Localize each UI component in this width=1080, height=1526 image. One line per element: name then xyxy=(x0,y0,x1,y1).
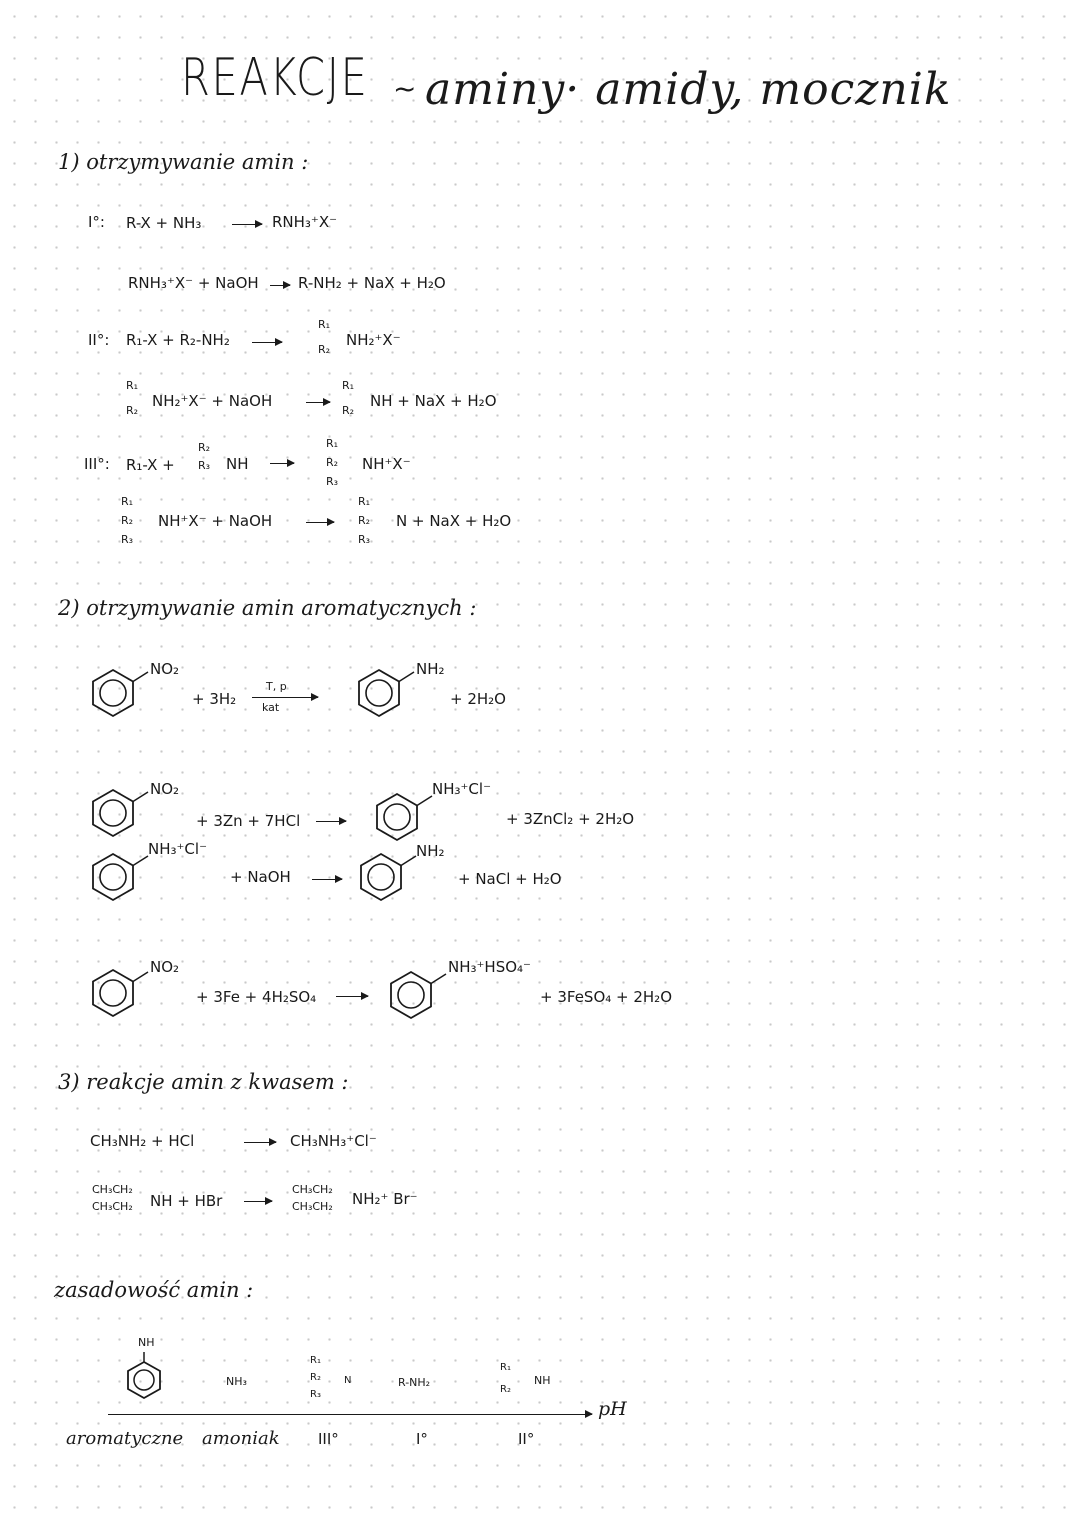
benzene-ring-icon xyxy=(354,668,404,718)
ethyl-bottom: CH₃CH₂ xyxy=(92,1200,133,1213)
eq-I-2-left: RNH₃⁺X⁻ + NaOH xyxy=(128,274,259,292)
label-secondary: II°: xyxy=(88,331,110,349)
benzene-ring-icon xyxy=(88,852,138,902)
substituent-r2: R₂ xyxy=(126,404,139,417)
heading-section-2: 2) otrzymywanie amin aromatycznych : xyxy=(58,596,477,620)
heading-section-4: zasadowość amin : xyxy=(54,1278,254,1302)
eq-II-1-left: R₁-X + R₂-NH₂ xyxy=(126,331,230,349)
substituent-r2: R₂ xyxy=(121,514,134,527)
eq-acid-2-right: NH₂⁺ Br⁻ xyxy=(352,1190,418,1208)
benzene-ring-icon xyxy=(386,970,436,1020)
substituent-no2: NO₂ xyxy=(150,660,180,678)
benzene-ring-icon xyxy=(124,1360,164,1400)
reaction-arrow xyxy=(270,285,290,286)
substituent-nh2: NH₂ xyxy=(416,660,445,678)
heading-section-3: 3) reakcje amin z kwasem : xyxy=(58,1070,349,1094)
benzene-ring-icon xyxy=(356,852,406,902)
substituent-r1: R₁ xyxy=(326,437,339,450)
reaction-arrow xyxy=(252,697,318,698)
substituent-r1: R₁ xyxy=(310,1355,321,1366)
condition-bottom: kat xyxy=(262,701,280,714)
condition-top: T, p xyxy=(266,680,287,693)
ethyl-top: CH₃CH₂ xyxy=(92,1183,133,1196)
eq-I-1-right: RNH₃⁺X⁻ xyxy=(272,213,338,231)
eq-III-1-nh: NH xyxy=(226,455,249,473)
eq-III-2-right: N + NaX + H₂O xyxy=(396,512,512,530)
label-tertiary: III°: xyxy=(84,455,110,473)
label-aromatic: aromatyczne xyxy=(66,1428,184,1449)
benzene-ring-icon xyxy=(88,968,138,1018)
reaction-arrow xyxy=(270,463,294,464)
substituent-nh3cl: NH₃⁺Cl⁻ xyxy=(432,780,491,798)
substituent-r3: R₃ xyxy=(121,533,134,546)
reaction-arrow xyxy=(232,224,262,225)
substituent-r2: R₂ xyxy=(198,441,211,454)
substituent-r1: R₁ xyxy=(126,379,139,392)
reaction-arrow xyxy=(306,402,330,403)
label-primary: I° xyxy=(416,1430,428,1448)
eq-III-1-left: R₁-X + xyxy=(126,456,175,474)
substituent-r1: R₁ xyxy=(318,318,331,331)
heading-section-1: 1) otrzymywanie amin : xyxy=(58,150,309,174)
title-caps: REAKCJE xyxy=(181,48,369,108)
substituent-r1: R₁ xyxy=(358,495,371,508)
substituent-r3: R₃ xyxy=(358,533,371,546)
eq-acid-1-left: CH₃NH₂ + HCl xyxy=(90,1132,195,1150)
reagent: + 3Fe + 4H₂SO₄ xyxy=(196,988,317,1006)
ethyl-top: CH₃CH₂ xyxy=(292,1183,333,1196)
eq-I-1-left: R-X + NH₃ xyxy=(126,214,202,232)
substituent-r2: R₂ xyxy=(342,404,355,417)
byproduct: + 3ZnCl₂ + 2H₂O xyxy=(506,810,635,828)
substituent-no2: NO₂ xyxy=(150,780,180,798)
eq-III-1-right: NH⁺X⁻ xyxy=(362,455,411,473)
reagent: + 3H₂ xyxy=(192,690,237,708)
reaction-arrow xyxy=(336,996,368,997)
substituent-no2: NO₂ xyxy=(150,958,180,976)
reaction-arrow xyxy=(306,522,334,523)
reaction-arrow xyxy=(312,879,342,880)
benzene-ring-icon xyxy=(88,668,138,718)
label-ammonia: amoniak xyxy=(202,1428,280,1449)
eq-II-1-right: NH₂⁺X⁻ xyxy=(346,331,401,349)
substituent-nh3hso4: NH₃⁺HSO₄⁻ xyxy=(448,958,531,976)
substituent-r2: R₂ xyxy=(358,514,371,527)
eq-III-2-left: NH⁺X⁻ + NaOH xyxy=(158,512,273,530)
eq-acid-1-right: CH₃NH₃⁺Cl⁻ xyxy=(290,1132,377,1150)
primary-amine-formula: R-NH₂ xyxy=(398,1376,431,1389)
reaction-arrow xyxy=(252,342,282,343)
title-tilde: ~ xyxy=(393,72,417,105)
label-tertiary: III° xyxy=(318,1430,339,1448)
reaction-arrow xyxy=(244,1142,276,1143)
substituent-r2: R₂ xyxy=(318,343,331,356)
substituent-r3: R₃ xyxy=(310,1389,321,1400)
ammonia-formula: NH₃ xyxy=(226,1375,247,1388)
reagent: + NaOH xyxy=(230,868,291,886)
substituent-r2: R₂ xyxy=(326,456,339,469)
eq-I-2-right: R-NH₂ + NaX + H₂O xyxy=(298,274,446,292)
substituent-nh: NH xyxy=(138,1336,155,1349)
eq-II-2-right: NH + NaX + H₂O xyxy=(370,392,497,410)
byproduct: + 3FeSO₄ + 2H₂O xyxy=(540,988,673,1006)
substituent-nh2: NH₂ xyxy=(416,842,445,860)
substituent-r3: R₃ xyxy=(198,459,211,472)
ph-axis-label: pH xyxy=(598,1398,627,1420)
eq-acid-2-left: NH + HBr xyxy=(150,1192,223,1210)
substituent-r1: R₁ xyxy=(342,379,355,392)
substituent-r1: R₁ xyxy=(121,495,134,508)
benzene-ring-icon xyxy=(88,788,138,838)
eq-II-2-left: NH₂⁺X⁻ + NaOH xyxy=(152,392,273,410)
ph-axis-arrow xyxy=(108,1414,592,1415)
label-primary: I°: xyxy=(88,213,105,231)
byproduct: + 2H₂O xyxy=(450,690,506,708)
secondary-nh: NH xyxy=(534,1374,551,1387)
reaction-arrow xyxy=(316,821,346,822)
benzene-ring-icon xyxy=(372,792,422,842)
substituent-r2: R₂ xyxy=(310,1372,321,1383)
ethyl-bottom: CH₃CH₂ xyxy=(292,1200,333,1213)
substituent-nh3cl: NH₃⁺Cl⁻ xyxy=(148,840,207,858)
substituent-r1: R₁ xyxy=(500,1362,511,1373)
title-rest: aminy· amidy, mocznik xyxy=(425,64,952,115)
label-secondary: II° xyxy=(518,1430,535,1448)
substituent-r3: R₃ xyxy=(326,475,339,488)
reagent: + 3Zn + 7HCl xyxy=(196,812,301,830)
substituent-r2: R₂ xyxy=(500,1384,511,1395)
nitrogen: N xyxy=(344,1375,352,1386)
byproduct: + NaCl + H₂O xyxy=(458,870,562,888)
reaction-arrow xyxy=(244,1201,272,1202)
